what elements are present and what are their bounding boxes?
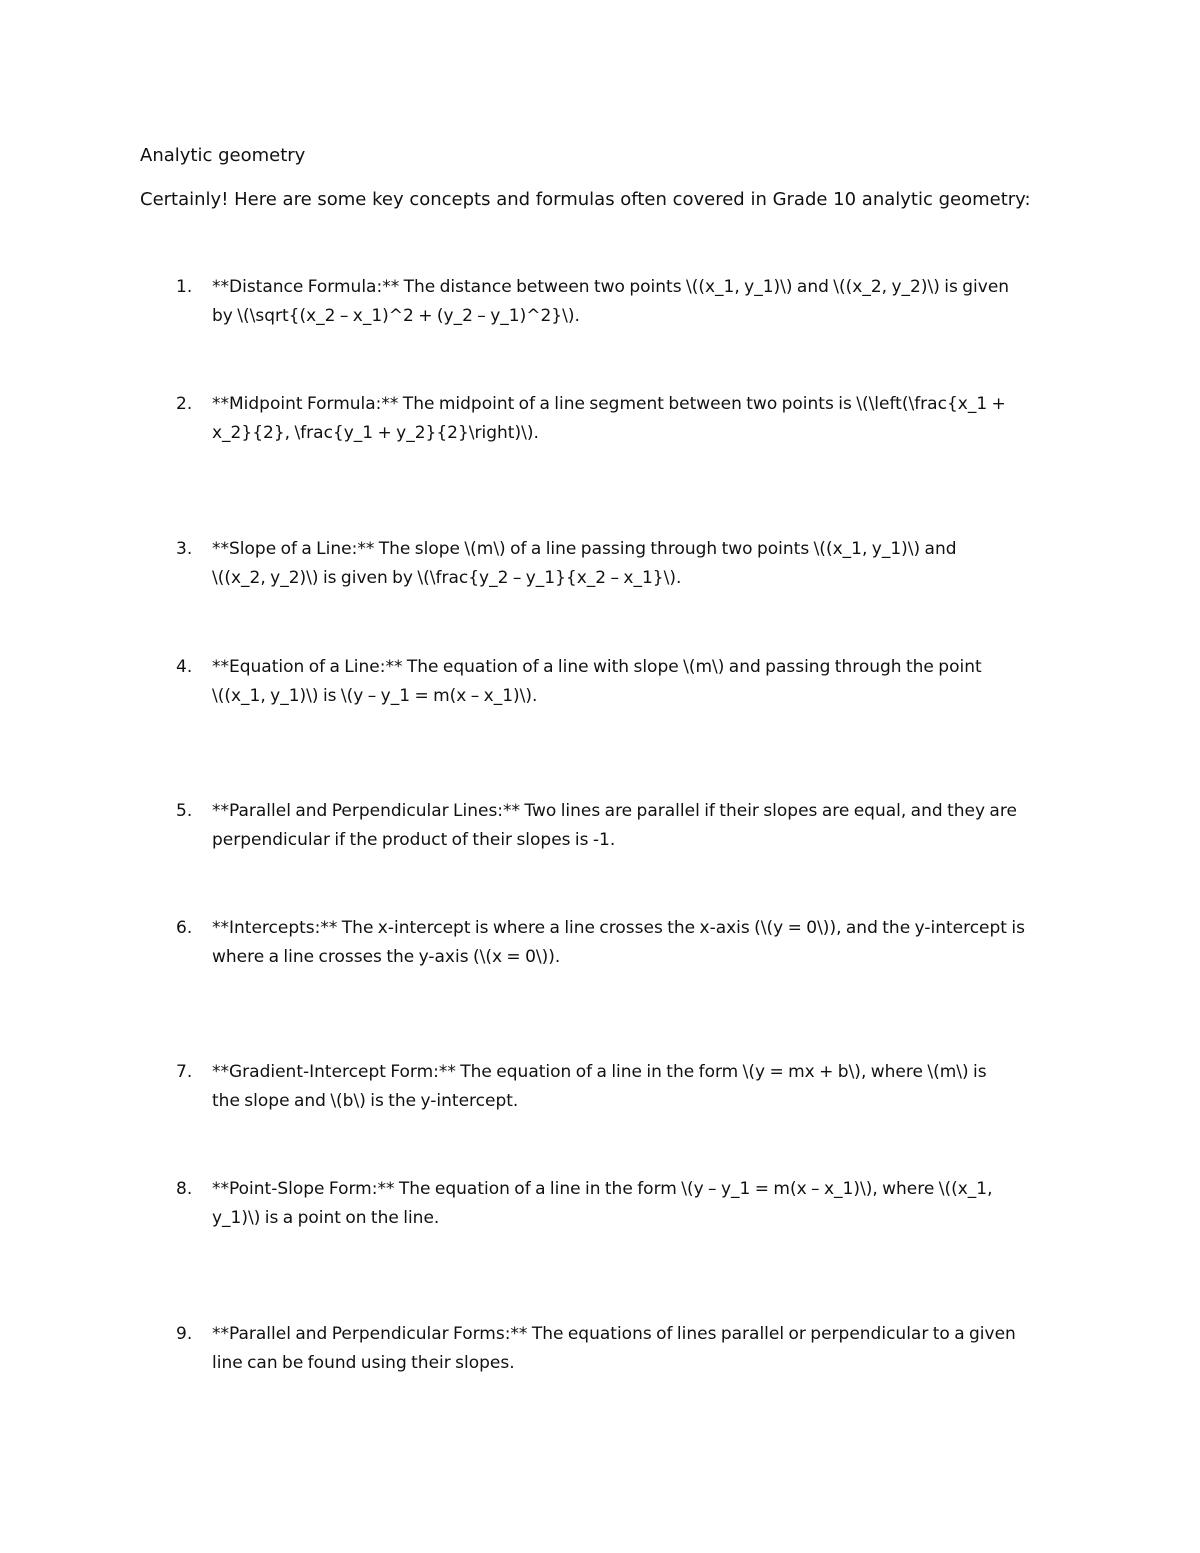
list-item-number: 3. — [176, 539, 193, 559]
list-item-line: line can be found using their slopes. — [212, 1353, 515, 1373]
list-item-number: 4. — [176, 657, 193, 677]
list-item-number: 5. — [176, 801, 193, 821]
document-title: Analytic geometry — [140, 145, 306, 166]
list-item-text — [212, 273, 1076, 331]
list-item-number: 1. — [176, 277, 193, 297]
list-item-text — [212, 390, 1076, 448]
list-item-text — [212, 653, 1076, 711]
list-item-line: **Parallel and Perpendicular Forms:** The equations of lines parallel or perpendicular to a given — [212, 1324, 1016, 1344]
list-item-line: **Gradient-Intercept Form:** The equation of a line in the form \(y = mx + b\), where \(m\) is — [212, 1062, 987, 1082]
list-item-line: x_2}{2}, \frac{y_1 + y_2}{2}\right)\). — [212, 423, 539, 443]
list-item-number: 9. — [176, 1324, 193, 1344]
list-item-line: **Equation of a Line:** The equation of a line with slope \(m\) and passing through the point — [212, 657, 982, 677]
list-item-number: 7. — [176, 1062, 193, 1082]
list-item-line: y_1)\) is a point on the line. — [212, 1208, 440, 1228]
list-item-line: the slope and \(b\) is the y-intercept. — [212, 1091, 519, 1111]
list-item-number: 2. — [176, 394, 193, 414]
list-item-text — [212, 797, 1076, 855]
list-item-line: **Midpoint Formula:** The midpoint of a line segment between two points is \(\left(\frac{x_1 + — [212, 394, 1006, 414]
intro-paragraph: Certainly! Here are some key concepts and formulas often covered in Grade 10 analytic geometry: — [140, 189, 1031, 210]
list-item-line: by \(\sqrt{(x_2 – x_1)^2 + (y_2 – y_1)^2}\). — [212, 306, 580, 326]
list-item-text — [212, 535, 1076, 593]
list-item-text — [212, 1320, 1076, 1378]
list-item-line: perpendicular if the product of their slopes is -1. — [212, 830, 616, 850]
list-item-line: \((x_2, y_2)\) is given by \(\frac{y_2 – y_1}{x_2 – x_1}\). — [212, 568, 682, 588]
list-item-line: **Point-Slope Form:** The equation of a line in the form \(y – y_1 = m(x – x_1)\), where \((x_1, — [212, 1179, 993, 1199]
list-item-number: 6. — [176, 918, 193, 938]
list-item-line: \((x_1, y_1)\) is \(y – y_1 = m(x – x_1)\). — [212, 686, 538, 706]
list-item-line: **Distance Formula:** The distance between two points \((x_1, y_1)\) and \((x_2, y_2)\) is given — [212, 277, 1010, 297]
list-item-number: 8. — [176, 1179, 193, 1199]
list-item-line: where a line crosses the y-axis (\(x = 0\)). — [212, 947, 561, 967]
list-item-line: **Parallel and Perpendicular Lines:** Two lines are parallel if their slopes are equal, and they are — [212, 801, 1017, 821]
list-item-line: **Intercepts:** The x-intercept is where a line crosses the x-axis (\(y = 0\)), and the y-intercept is — [212, 918, 1025, 938]
list-item-line: **Slope of a Line:** The slope \(m\) of a line passing through two points \((x_1, y_1)\) and — [212, 539, 957, 559]
list-item-text — [212, 914, 1076, 972]
list-item-text — [212, 1175, 1076, 1233]
list-item-text — [212, 1058, 1076, 1116]
